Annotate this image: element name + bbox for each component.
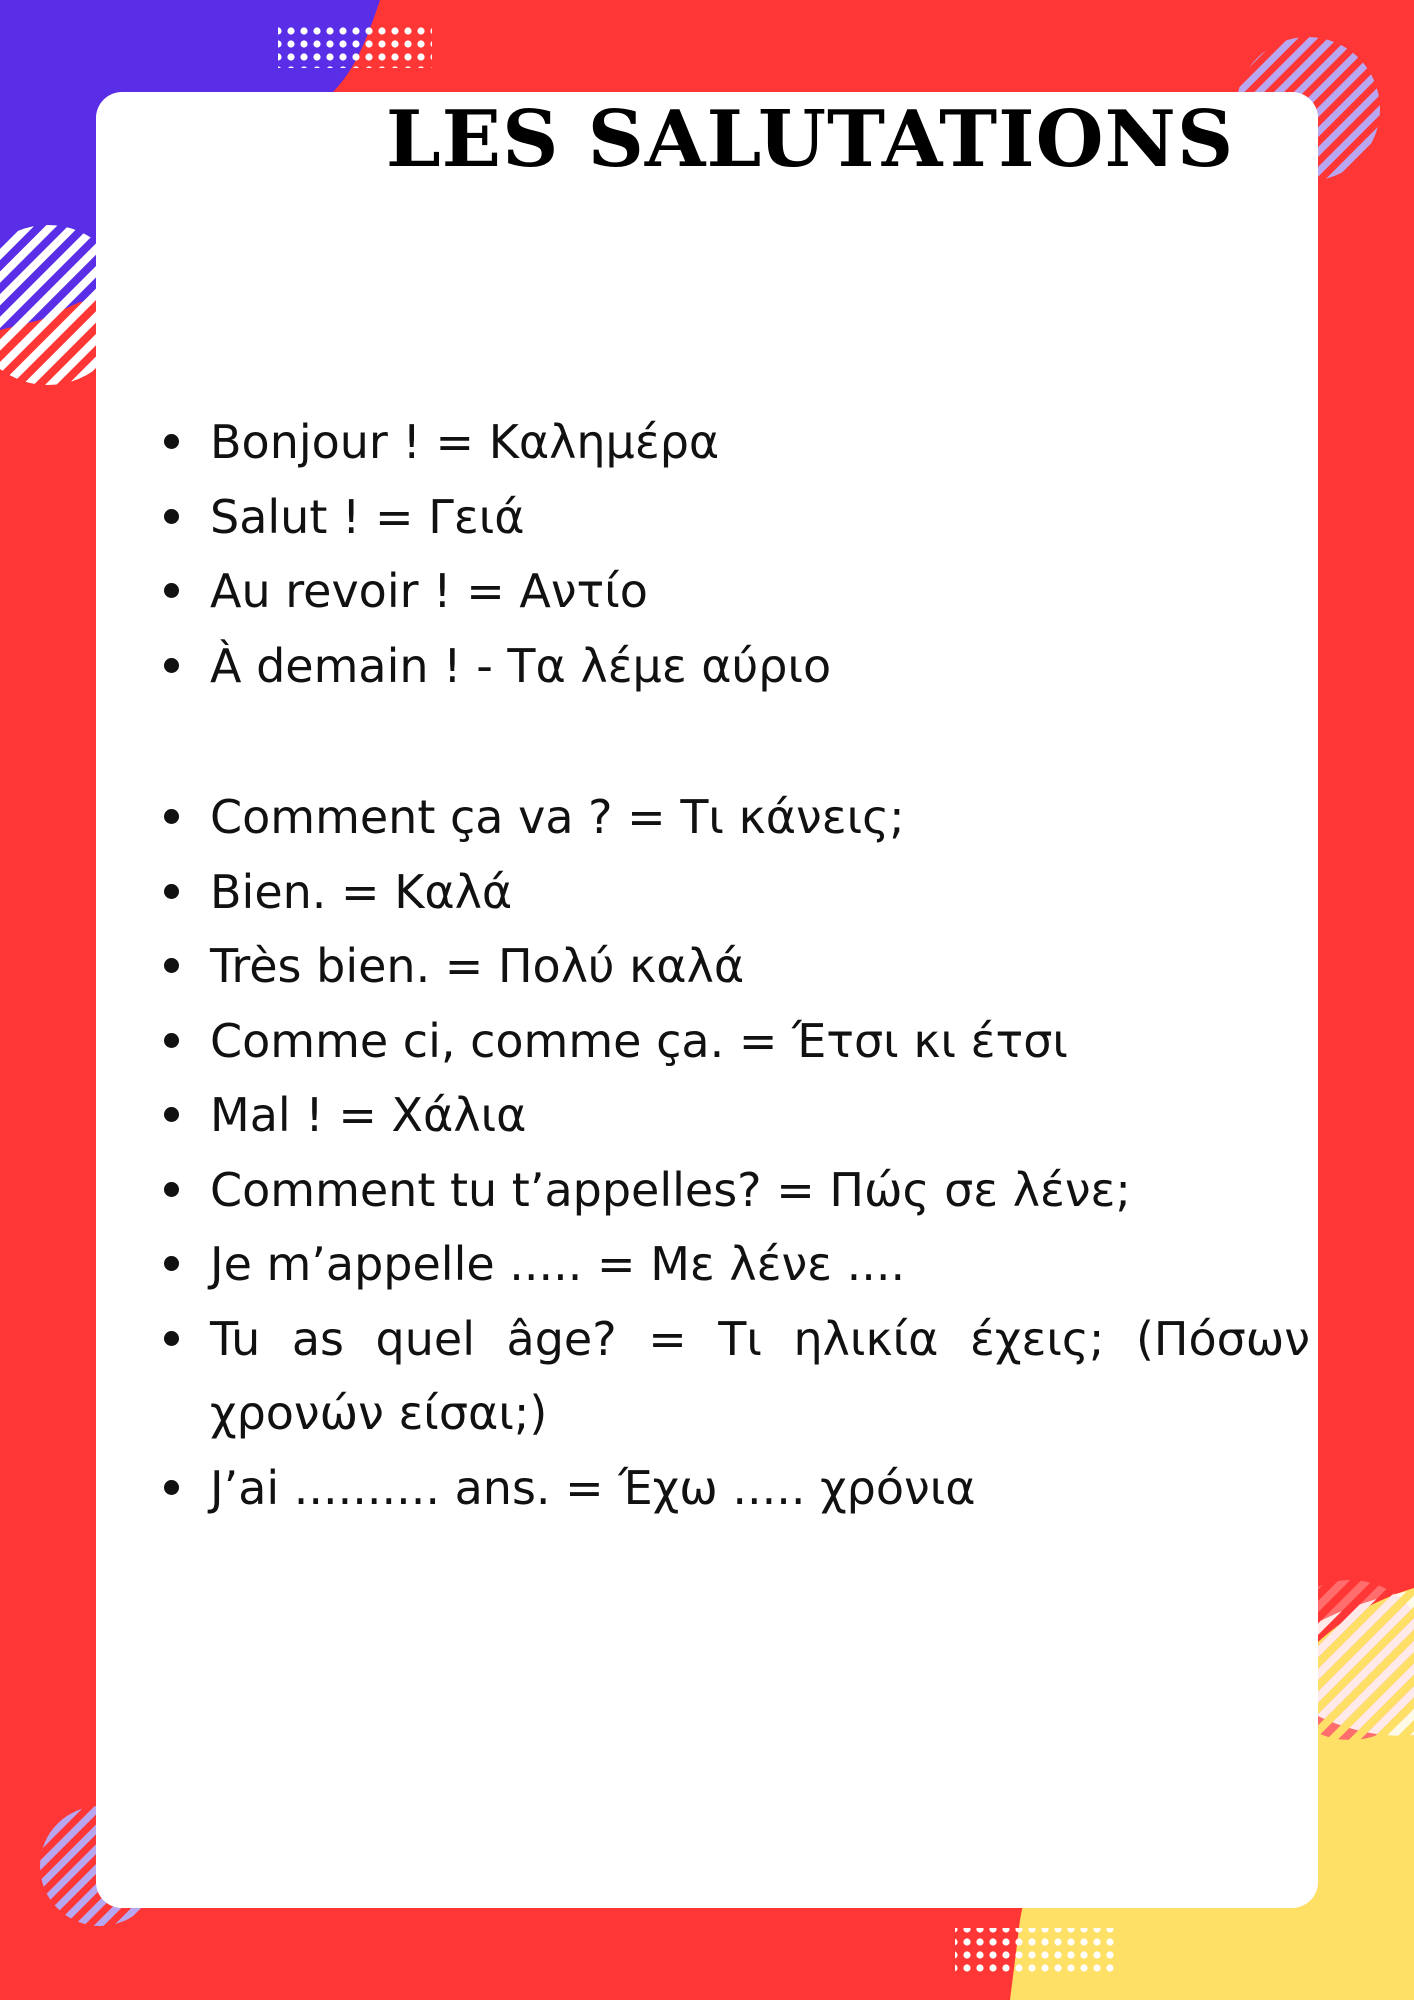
list-item-text: Très bien. = Πολύ καλά <box>210 939 745 993</box>
bullet-icon <box>164 1331 179 1346</box>
list-item <box>160 1227 1310 1302</box>
bullet-icon <box>164 1033 179 1048</box>
bullet-icon <box>164 583 179 598</box>
list-item-text: Au revoir ! = Αντίο <box>210 564 648 618</box>
list-item <box>160 1153 1310 1228</box>
list-item-text: À demain ! - Τα λέμε αύριο <box>210 638 832 693</box>
list-item-text: Comment tu t’appelles? = Πώς σε λένε; <box>210 1162 1131 1217</box>
list-item-text: Bonjour ! = Καλημέρα <box>210 415 720 469</box>
list-item <box>160 1004 1310 1079</box>
bullet-icon <box>164 958 179 973</box>
dot-grid-bottom <box>955 1928 1115 1972</box>
bullet-icon <box>164 1182 179 1197</box>
greetings-list <box>160 405 1310 703</box>
conversation-list <box>160 780 1310 1525</box>
list-item-text: J’ai .......... ans. = Έχω ..... χρόνια <box>210 1460 976 1515</box>
list-item-text: Mal ! = Χάλια <box>210 1088 527 1142</box>
bullet-icon <box>164 1256 179 1271</box>
bullet-icon <box>164 434 179 449</box>
list-item <box>160 480 1310 555</box>
list-item-text: Bien. = Καλά <box>210 864 513 919</box>
list-item <box>160 929 1310 1004</box>
list-item <box>160 554 1310 629</box>
bullet-icon <box>164 1107 179 1122</box>
list-item <box>160 1078 1310 1153</box>
dot-grid-top <box>278 24 432 68</box>
page-title: LES SALUTATIONS <box>385 94 1235 185</box>
list-item <box>160 405 1310 480</box>
bullet-icon <box>164 809 179 824</box>
list-item-text: Salut ! = Γειά <box>210 489 525 544</box>
bullet-icon <box>164 884 179 899</box>
list-item <box>160 855 1310 930</box>
list-item-text: Je m’appelle ..... = Με λένε .... <box>210 1237 906 1291</box>
bullet-icon <box>164 658 179 673</box>
list-item <box>160 780 1310 855</box>
list-item-text: Tu as quel âge? = Τι ηλικία έχεις; (Πόσων χρονών είσαι;) <box>210 1311 1310 1440</box>
list-item <box>160 629 1310 704</box>
list-item-text: Comme ci, comme ça. = Έτσι κι έτσι <box>210 1013 1068 1068</box>
list-item <box>160 1451 1310 1526</box>
list-item-text: Comment ça va ? = Τι κάνεις; <box>210 790 905 844</box>
bullet-icon <box>164 509 179 524</box>
list-item <box>160 1302 1310 1451</box>
bullet-icon <box>164 1480 179 1495</box>
